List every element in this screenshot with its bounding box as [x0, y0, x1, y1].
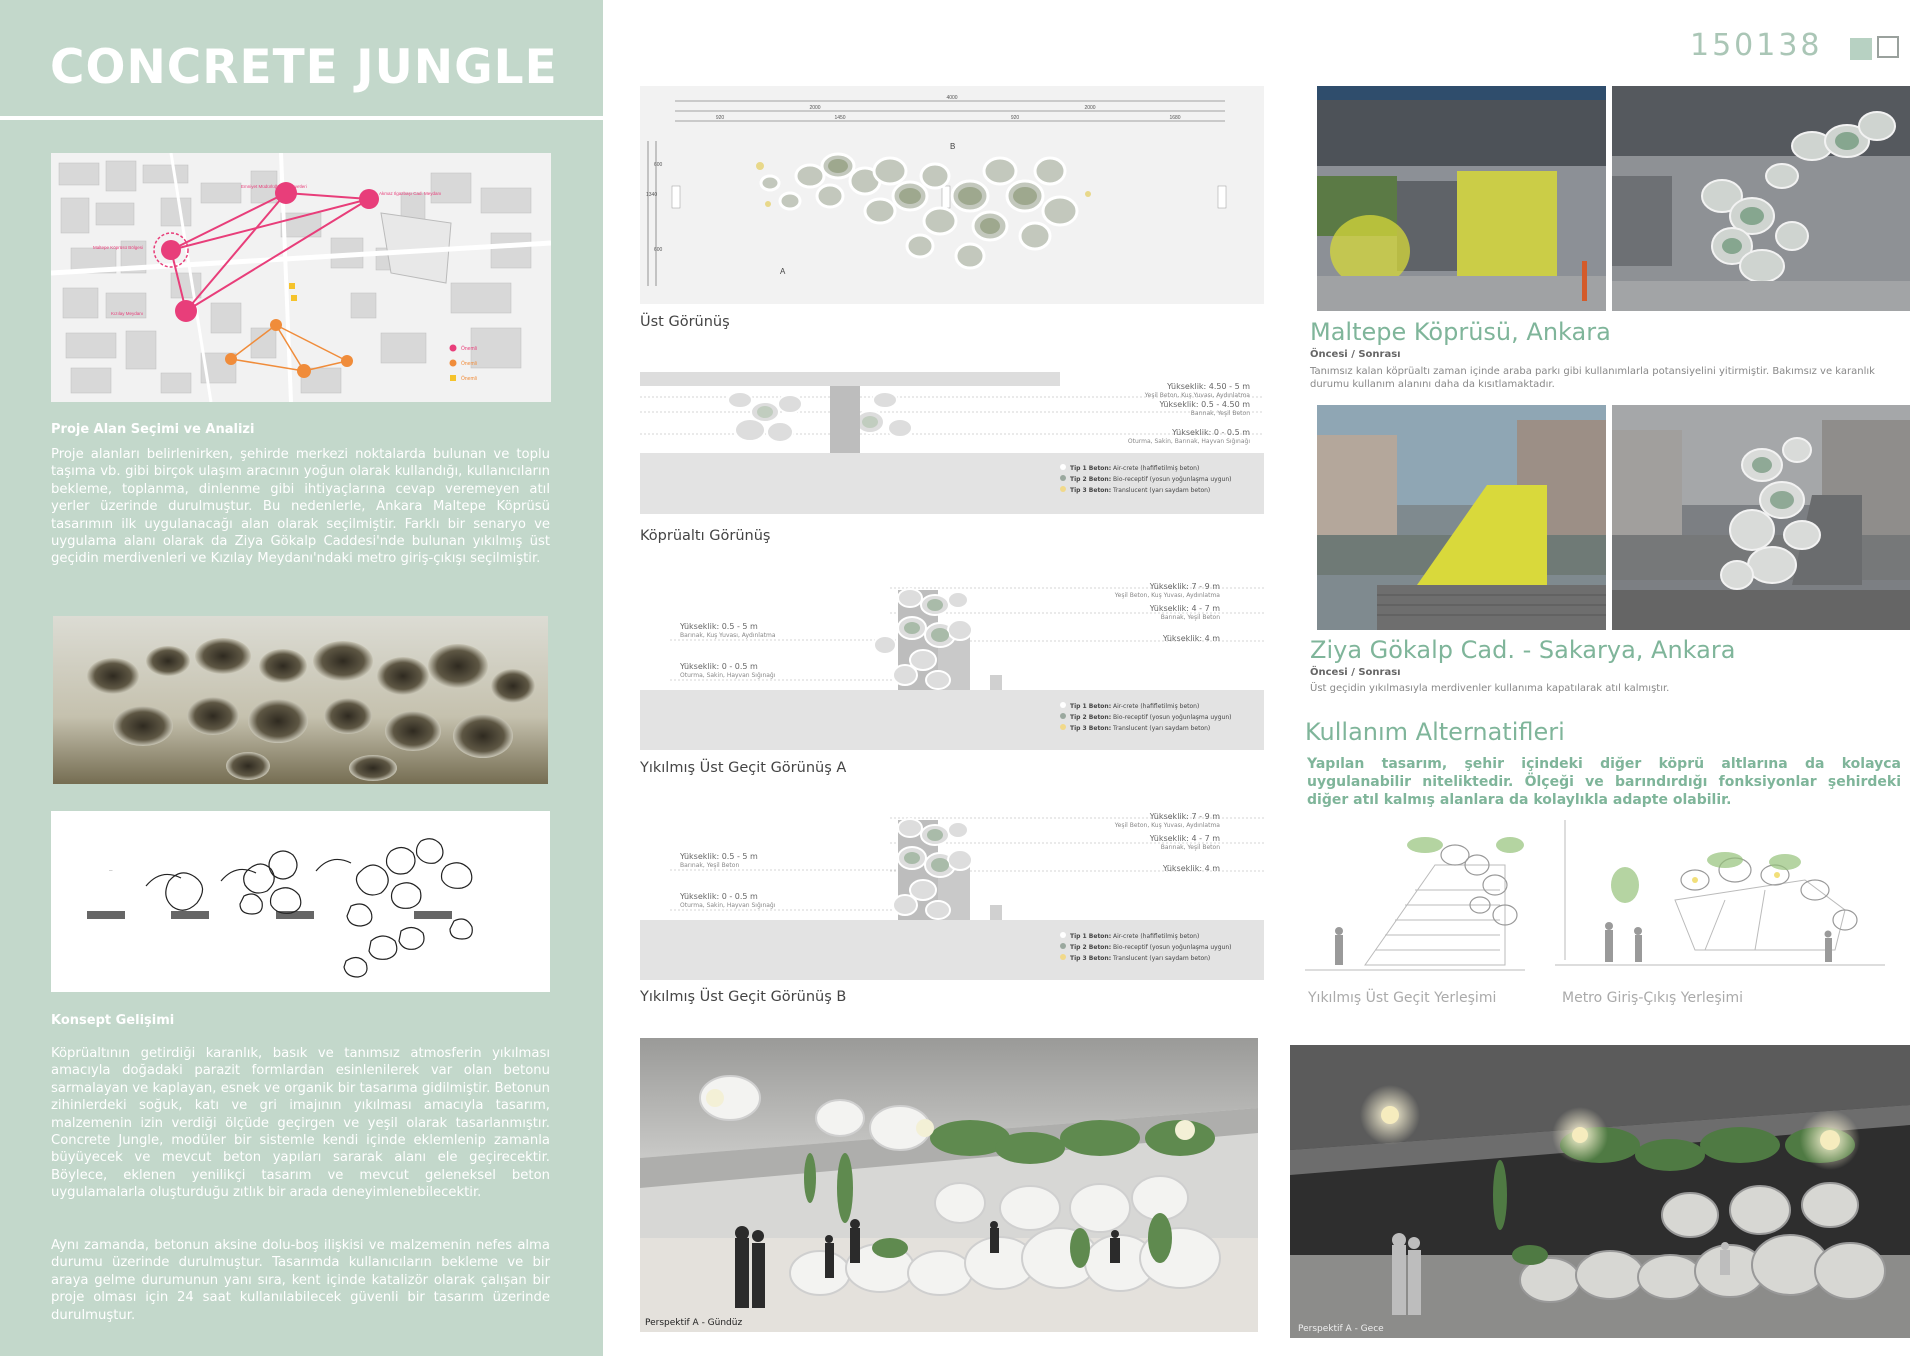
legend-label: Tip 2 Beton: — [1070, 714, 1112, 721]
legend-swatch — [1060, 954, 1066, 960]
map-node-label: Emniyet Müdürlüğü ve Kuvvetleri — [241, 184, 307, 189]
legend-label: Tip 3 Beton: — [1070, 487, 1112, 494]
overpass-elevation-a — [640, 580, 1264, 750]
dimension-label: 2000 — [1084, 105, 1096, 111]
maltepe-after-photo — [1612, 86, 1910, 311]
height-label: Yükseklik: 0 - 0.5 m — [1172, 428, 1250, 437]
height-label: Yükseklik: 4.50 - 5 m — [1167, 382, 1250, 391]
perspective-night-render — [1290, 1045, 1910, 1338]
legend-label: Tip 1 Beton: — [1070, 703, 1112, 710]
top-view-drawing — [640, 86, 1264, 304]
site-desc-maltepe: Tanımsız kalan köprüaltı zaman içinde araba parkı gibi kullanımlarla potansiyelini yitirmiştir. Bakımsız ve karanlık durumu kullanım alanını daha da kısıtlamaktadır. — [1310, 366, 1875, 390]
section-heading-site: Proje Alan Seçimi ve Analizi — [51, 422, 255, 437]
legend-row — [1060, 954, 1231, 962]
site-title-ziya: Ziya Gökalp Cad. - Sakarya, Ankara — [1310, 636, 1736, 664]
legend-desc: Bio-receptif (yosun yoğunlaşma uygun) — [1113, 714, 1232, 721]
legend-swatch — [1060, 724, 1066, 730]
perspective-day-render — [640, 1038, 1258, 1332]
site-sub-ziya: Öncesi / Sonrası — [1310, 667, 1401, 678]
legend-swatch — [1060, 475, 1066, 481]
ziya-before-photo — [1317, 405, 1606, 630]
underbridge-elevation — [640, 372, 1264, 514]
height-label: Yükseklik: 4 m — [1162, 634, 1220, 643]
legend-row — [1060, 475, 1231, 483]
legend-row — [1060, 943, 1231, 951]
dimension-label: 600 — [654, 162, 663, 168]
site-desc-ziya: Üst geçidin yıkılmasıyla merdivenler kullanıma kapatılarak atıl kalmıştır. — [1310, 683, 1670, 694]
perspective-day-label: Perspektif A - Gündüz — [645, 1318, 743, 1328]
alternative-label-metro: Metro Giriş-Çıkış Yerleşimi — [1562, 990, 1744, 1006]
height-sublabel: Oturma, Sakin, Barınak, Hayvan Sığınağı — [1127, 438, 1250, 445]
section-marker-a: A — [780, 267, 786, 276]
legend-desc: Bio-receptif (yosun yoğunlaşma uygun) — [1113, 476, 1232, 483]
material-legend — [1060, 932, 1231, 962]
section-marker-b: B — [950, 142, 956, 151]
svg-text:—: — — [109, 868, 113, 872]
caption-overpass-a: Yıkılmış Üst Geçit Görünüş A — [640, 760, 847, 776]
legend-desc: Translucent (yarı saydam beton) — [1113, 725, 1211, 732]
project-number: 150138 — [1690, 28, 1823, 63]
dimension-label: 2000 — [809, 105, 821, 111]
map-legend-item: Önemli — [461, 346, 477, 352]
site-sub-maltepe: Öncesi / Sonrası — [1310, 349, 1401, 360]
height-sublabel: Yeşil Beton, Kuş Yuvası, Aydınlatma — [1114, 592, 1220, 599]
height-label: Yükseklik: 0.5 - 5 m — [680, 622, 758, 631]
legend-swatch — [1060, 486, 1066, 492]
legend-swatch — [1060, 702, 1066, 708]
legend-row — [1060, 464, 1231, 472]
height-sublabel: Barınak, Yeşil Beton — [680, 862, 740, 869]
material-legend — [1060, 464, 1231, 494]
height-label: Yükseklik: 7 - 9 m — [1149, 582, 1220, 591]
caption-top-view: Üst Görünüş — [640, 314, 730, 330]
height-label: Yükseklik: 4 - 7 m — [1149, 834, 1220, 843]
alternatives-heading: Kullanım Alternatifleri — [1305, 718, 1565, 746]
legend-swatch — [1060, 932, 1066, 938]
legend-desc: Air-crete (hafifletilmiş beton) — [1113, 703, 1200, 710]
height-label: Yükseklik: 0.5 - 5 m — [680, 852, 758, 861]
alternatives-body: Yapılan tasarım, şehir içindeki diğer köprü altlarına da kolayca uygulanabilir niteliktedir. Ölçeği ve barındırdığı fonksiyonlar şehirdeki diğer atıl kalmış alanlara da kolaylıkla adapte olabilir. — [1307, 756, 1901, 808]
legend-row — [1060, 702, 1231, 710]
section-body-concept-2: Aynı zamanda, betonun aksine dolu-boş ilişkisi ve malzemenin nefes alma durumu üzerinde durulmuştur. Tasarımda kullanıcıların bekleme ve bir araya gelme durumunun yanı sıra, kent içinde katalizör olarak çalışan bir proje olması için 24 saat kullanılabilecek güvenli bir tasarım üzerinde durulmuştur. — [51, 1238, 550, 1323]
dimension-label: 1450 — [834, 115, 846, 121]
legend-label: Tip 1 Beton: — [1070, 465, 1112, 472]
dimension-label: 4000 — [946, 95, 958, 101]
dimension-label: 600 — [654, 247, 663, 253]
map-node-label: Kızılay Meydanı — [111, 311, 144, 316]
height-sublabel: Barınak, Yeşil Beton — [1160, 844, 1220, 851]
height-sublabel: Yeşil Beton, Kuş Yuvası, Aydınlatma — [1114, 822, 1220, 829]
legend-row — [1060, 724, 1231, 732]
logo-square-outline — [1877, 36, 1899, 58]
legend-desc: Air-crete (hafifletilmiş beton) — [1113, 465, 1200, 472]
legend-row — [1060, 713, 1231, 721]
parasite-texture-image — [53, 616, 548, 784]
alternative-label-overpass: Yıkılmış Üst Geçit Yerleşimi — [1308, 990, 1497, 1006]
material-legend — [1060, 702, 1231, 732]
legend-row — [1060, 932, 1231, 940]
metro-placement-sketch — [1545, 820, 1895, 970]
overpass-elevation-b — [640, 810, 1264, 980]
legend-desc: Translucent (yarı saydam beton) — [1113, 955, 1211, 962]
height-label: Yükseklik: 0 - 0.5 m — [680, 662, 758, 671]
title-bar — [0, 0, 603, 120]
height-label: Yükseklik: 4 - 7 m — [1149, 604, 1220, 613]
site-map-drawing — [51, 153, 551, 402]
height-sublabel: Oturma, Sakin, Hayvan Sığınağı — [680, 672, 776, 679]
height-sublabel: Barınak, Kuş Yuvası, Aydınlatma — [680, 632, 776, 639]
map-legend-item: Önemli — [461, 361, 477, 367]
page-title: CONCRETE JUNGLE — [50, 40, 558, 95]
height-sublabel: Oturma, Sakin, Hayvan Sığınağı — [680, 902, 776, 909]
legend-swatch — [1060, 464, 1066, 470]
overpass-placement-sketch — [1305, 825, 1525, 975]
map-node-label: Akmaz Ilgazbaşı Cad. Meydanı — [379, 191, 442, 196]
dimension-label: 920 — [715, 115, 725, 121]
left-sidebar — [0, 0, 603, 1356]
dimension-label: 1340 — [646, 192, 658, 198]
legend-desc: Air-crete (hafifletilmiş beton) — [1113, 933, 1200, 940]
section-heading-concept: Konsept Gelişimi — [51, 1013, 175, 1028]
height-sublabel: Yeşil Beton, Kuş Yuvası, Aydınlatma — [1144, 392, 1250, 399]
legend-desc: Translucent (yarı saydam beton) — [1113, 487, 1211, 494]
maltepe-before-photo — [1317, 86, 1606, 311]
legend-label: Tip 2 Beton: — [1070, 944, 1112, 951]
legend-desc: Bio-receptif (yosun yoğunlaşma uygun) — [1113, 944, 1232, 951]
dimension-label: 1680 — [1169, 115, 1181, 121]
caption-overpass-b: Yıkılmış Üst Geçit Görünüş B — [640, 989, 847, 1005]
legend-label: Tip 2 Beton: — [1070, 476, 1112, 483]
height-label: Yükseklik: 0.5 - 4.50 m — [1159, 400, 1250, 409]
caption-underbridge: Köprüaltı Görünüş — [640, 528, 771, 544]
site-title-maltepe: Maltepe Köprüsü, Ankara — [1310, 318, 1611, 346]
height-label: Yükseklik: 7 - 9 m — [1149, 812, 1220, 821]
section-body-concept-1: Köprüaltının getirdiği karanlık, basık ve tanımsız atmosferin yıkılması amacıyla doğadaki parazit formlardan esinlenilerek var olan betonu sarmalayan ve kaplayan, esnek ve organik bir tasarıma gidilmiştir. Betonun zihinlerdeki soğuk, katı ve gri imajının yıkılması amacıyla tasarım, malzemenin izin verdiği ölçüde geçirgen ve yeşil olarak tasarlanmıştır. Concrete Jungle, modüler bir sistemle kendi içinde eklemlenip zamanla büyüyecek ve mevcut beton yapıları sararak alanı ele geçirecektir. Böylece, eklenen yenilikçi tasarım ve mevcut geleneksel beton uygulamalarla oluşturduğu zıtlık bir arada deneyimlenebilecektir. — [51, 1046, 550, 1201]
legend-row — [1060, 486, 1231, 494]
height-sublabel: Barınak, Yeşil Beton — [1190, 410, 1250, 417]
map-node-label: Maltepe Köprüsü Bölgesi — [93, 245, 144, 250]
site-map — [51, 153, 551, 402]
legend-swatch — [1060, 713, 1066, 719]
map-legend-item: Önemli — [461, 376, 477, 382]
height-label: Yükseklik: 4 m — [1162, 864, 1220, 873]
height-sublabel: Barınak, Yeşil Beton — [1160, 614, 1220, 621]
legend-label: Tip 3 Beton: — [1070, 725, 1112, 732]
ziya-after-photo — [1612, 405, 1910, 630]
legend-swatch — [1060, 943, 1066, 949]
legend-label: Tip 1 Beton: — [1070, 933, 1112, 940]
perspective-night-label: Perspektif A - Gece — [1298, 1324, 1384, 1334]
dimension-label: 920 — [1010, 115, 1020, 121]
legend-label: Tip 3 Beton: — [1070, 955, 1112, 962]
section-body-site: Proje alanları belirlenirken, şehirde merkezi noktalarda bulunan ve toplu taşıma vb. gibi birçok ulaşım aracının yoğun olarak kullandığı, kullanıcıların bekleme, toplanma, dinlenme gibi ihtiyaçlarına cevap veremeyen atıl yerler üzerinde durulmuştur. Bu nedenlerle, Ankara Maltepe Köprüsü tasarımın ilk uygulanacağı alan olarak seçilmiştir. Farklı bir senaryo ve uygulama alanı olarak da Ziya Gökalp Caddesi'nde bulunan yıkılmış üst geçidin merdivenleri ve Kızılay Meydanı'ndaki metro giriş-çıkışı seçilmiştir. — [51, 447, 550, 567]
height-label: Yükseklik: 0 - 0.5 m — [680, 892, 758, 901]
concept-diagram — [51, 811, 550, 992]
logo-square-filled — [1850, 38, 1872, 60]
